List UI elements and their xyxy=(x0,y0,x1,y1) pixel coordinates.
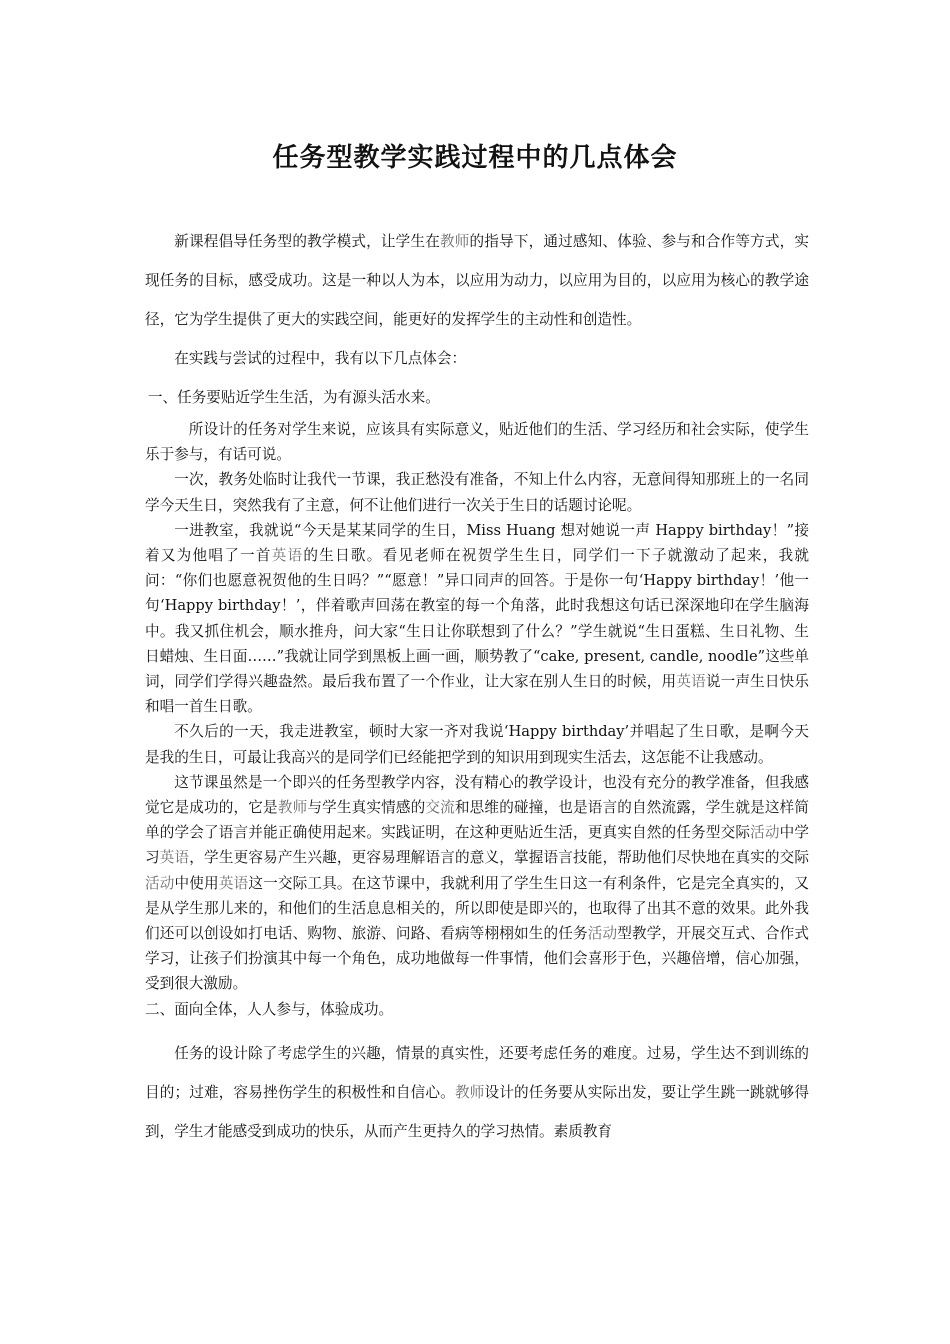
paragraph-text: 说一声生日快乐和唱一首生日歌。 xyxy=(145,673,809,716)
keyword-link[interactable]: 教师 xyxy=(454,1083,485,1101)
paragraph-text: 中学习 xyxy=(145,824,809,867)
paragraph-text: 的指导下，通过感知、体验、参与和合作等方式，实现任务的目标，感受成功。这是一种以人为本，以应用为动力，以应用为目的，以应用为核心的教学途径，它为学生提供了更大的实践空间，能更好的发挥学生的主动性和创造性。 xyxy=(145,233,809,328)
document-title: 任务型教学实践过程中的几点体会 xyxy=(272,143,678,174)
paragraph-text: 新课程倡导任务型的教学模式，让学生在 xyxy=(174,233,440,250)
paragraph xyxy=(145,1034,809,1151)
paragraph-text: 这一交际工具。在这节课中，我就利用了学生生日这一有利条件，它是完全真实的，又是从学生那儿来的，和他们的生活息息相关的，所以即使是即兴的，也取得了出其不意的效果。此外我们还可以创设如打电话、购物、旅游、问路、看病等栩栩如生的任务 xyxy=(145,874,809,943)
paragraph-text: 所设计的任务对学生来说，应该具有实际意义，贴近他们的生活、学习经历和社会实际，使学生乐于参与，有话可说。 xyxy=(145,421,809,464)
paragraph xyxy=(145,222,809,339)
paragraph-text: 设计的任务要从实际出发，要让学生跳一跳就够得到，学生才能感受到成功的快乐，从而产生更持久的学习热情。素质教育 xyxy=(145,1083,809,1140)
paragraph-text: ，学生更容易产生兴趣，更容易理解语言的意义，掌握语言技能，帮助他们尽快地在真实的交际 xyxy=(189,849,809,867)
document-body xyxy=(145,222,809,1151)
paragraph-text: 在实践与尝试的过程中，我有以下几点体会： xyxy=(174,350,467,367)
paragraph xyxy=(145,417,809,467)
paragraph-text: 二、面向全体，人人参与，体验成功。 xyxy=(145,1000,394,1018)
keyword-link[interactable]: 英语 xyxy=(218,874,249,892)
paragraph xyxy=(145,467,809,517)
paragraph-text: 一、任务要贴近学生生活，为有源头活水来。 xyxy=(147,389,440,406)
keyword-link[interactable]: 英语 xyxy=(676,673,706,691)
paragraph xyxy=(145,518,809,720)
paragraph-text: 一次，教务处临时让我代一节课，我正愁没有准备，不知上什么内容，无意间得知那班上的一名同学今天生日，突然我有了主意，何不让他们进行一次关于生日的话题讨论呢。 xyxy=(145,471,809,514)
keyword-link[interactable]: 活动 xyxy=(587,925,618,943)
paragraph-text: 型教学，开展交互式、合作式学习，让孩子们扮演其中每一个角色，成功地做每一件事情，他们会喜形于色，兴趣倍增，信心加强，受到很大激励。 xyxy=(145,925,809,993)
keyword-link[interactable]: 活动 xyxy=(145,874,175,892)
paragraph xyxy=(145,719,809,769)
keyword-link[interactable]: 英语 xyxy=(159,849,190,867)
keyword-link[interactable]: 教师 xyxy=(277,799,308,817)
paragraph-text: 一进教室，我就说“今天是某某同学的生日，Miss Huang 想对她说一声 Happy birthday！”接着又为他唱了一首 xyxy=(145,521,809,565)
keyword-link[interactable]: 教师 xyxy=(439,233,470,250)
paragraph-text: 这节课虽然是一个即兴的任务型教学内容，没有精心的教学设计，也没有充分的教学准备，但我感觉它是成功的，它是 xyxy=(145,773,809,817)
paragraph xyxy=(145,997,809,1022)
paragraph xyxy=(145,339,809,378)
keyword-link[interactable]: 交流 xyxy=(425,799,455,817)
paragraph xyxy=(145,770,809,997)
keyword-link[interactable]: 活动 xyxy=(750,824,780,842)
paragraph-text: 的生日歌。看见老师在祝贺学生生日，同学们一下子就激动了起来，我就问：“你们也愿意祝贺他的生日吗？”“愿意！”异口同声的回答。于是你一句‘Happy birthday！’他一句‘Happy birthday！’，伴着歌声回荡在教室的每一个角落，此时我想这句话已深深地印在学生脑海中。我又抓住机会，顺水推舟，问大家“生日让你联想到了什么？”学生就说“生日蛋糕、生日礼物、生日蜡烛、生日面……”我就让同学到黑板上画一画，顺势教了“cake, present, candle, noodle”这些单词，同学们学得兴趣盎然。最后我布置了一个作业，让大家在别人生日的时候，用 xyxy=(145,547,809,691)
keyword-link[interactable]: 英语 xyxy=(271,547,304,565)
paragraph-text: 和思维的碰撞，也是语言的自然流露，学生就是这样简单的学会了语言并能正确使用起来。实践证明，在这种更贴近生活，更真实自然的任务型交际 xyxy=(145,799,809,842)
paragraph-text: 中使用 xyxy=(174,874,219,892)
paragraph-text: 任务的设计除了考虑学生的兴趣，情景的真实性，还要考虑任务的难度。过易，学生达不到训练的目的；过难，容易挫伤学生的积极性和自信心。 xyxy=(145,1044,809,1101)
paragraph xyxy=(145,378,809,417)
paragraph-text: 不久后的一天，我走进教室，顿时大家一齐对我说‘Happy birthday’并唱起了生日歌，是啊今天是我的生日，可最让我高兴的是同学们已经能把学到的知识用到现实生活去，这怎能不让我感动。 xyxy=(145,723,809,766)
paragraph-text: 与学生真实情感的 xyxy=(307,799,426,817)
